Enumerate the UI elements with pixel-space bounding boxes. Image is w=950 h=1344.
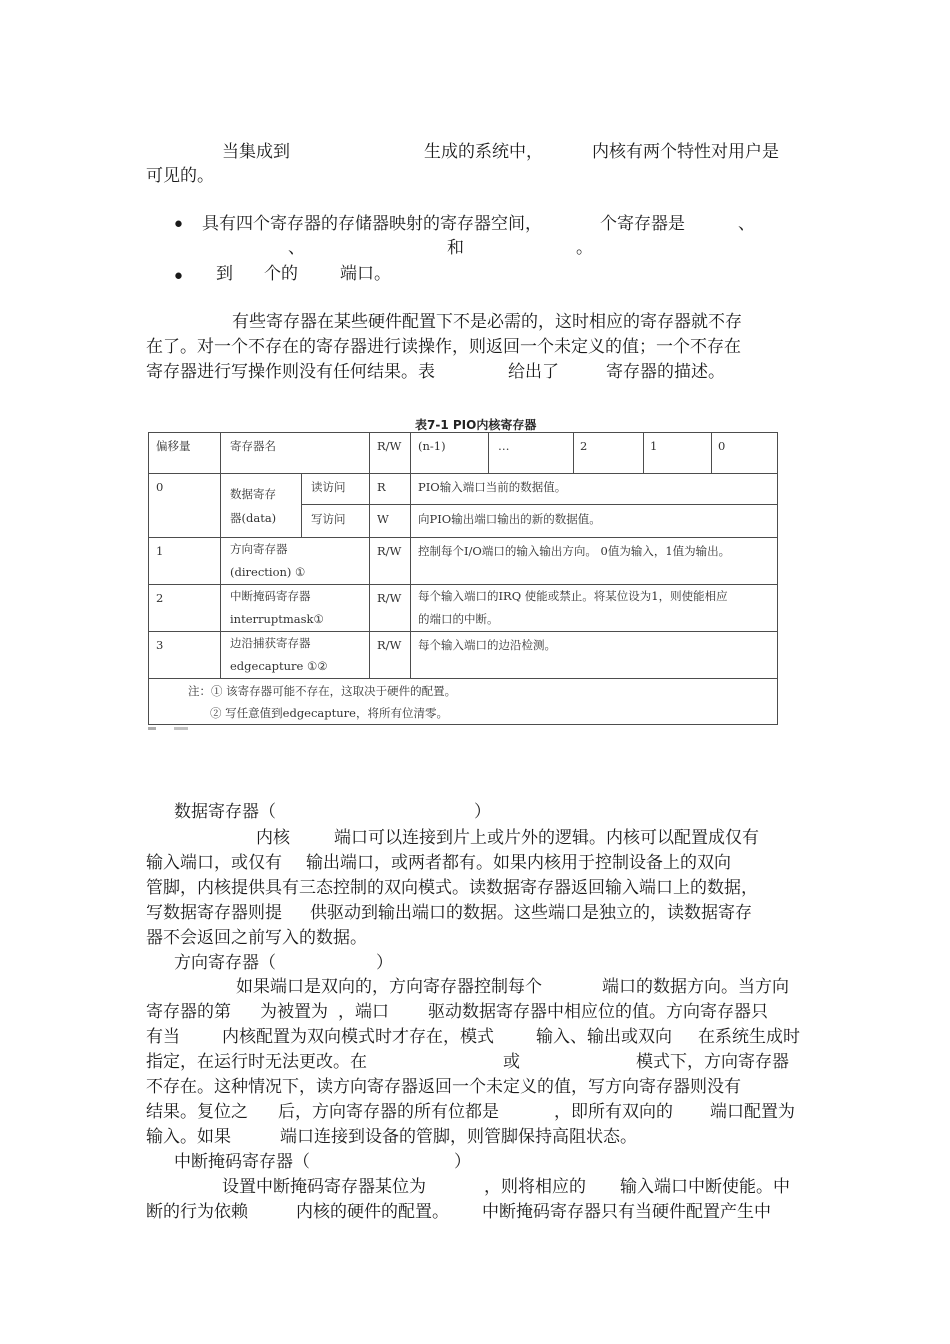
col-bit-header: 0	[718, 439, 726, 453]
cell-rw: R/W	[377, 638, 402, 652]
paragraph-text: 中断掩码寄存器只有当硬件配置产生中	[482, 1202, 771, 1222]
paragraph-text: 写数据寄存器则提	[146, 903, 282, 923]
col-rw-header: R/W	[377, 439, 402, 453]
cell-offset: 3	[156, 638, 164, 652]
cell-name: 方向寄存器	[230, 542, 288, 556]
list-item: 个的	[264, 264, 298, 284]
scan-artifact	[148, 727, 238, 730]
paragraph-text: 端口的数据方向。当方向	[602, 977, 789, 997]
col-name-header: 寄存器名	[230, 439, 276, 453]
bullet-dot: •	[172, 265, 185, 290]
cell-access: 读访问	[311, 480, 346, 494]
paragraph-text: 内核	[256, 828, 290, 848]
paragraph-text: 为被置为	[260, 1002, 328, 1022]
paragraph-text: 寄存器的第	[146, 1002, 231, 1022]
intro-text: 内核有两个特性对用户是	[592, 142, 779, 162]
cell-desc: 每个输入端口的IRQ 使能或禁止。将某位设为1，则使能相应	[418, 589, 728, 603]
paragraph-text: 断的行为依赖	[146, 1202, 248, 1222]
list-item: 到	[216, 264, 233, 284]
col-bit-header: 1	[650, 439, 658, 453]
cell-desc: 每个输入端口的边沿检测。	[418, 638, 556, 652]
list-item: 具有四个寄存器的存储器映射的寄存器空间，	[202, 214, 542, 234]
paragraph-text: 寄存器的描述。	[606, 362, 725, 382]
paragraph-text: 输入。如果	[146, 1127, 231, 1147]
cell-rw: R/W	[377, 544, 402, 558]
section-heading: ）	[376, 953, 393, 973]
cell-desc: PIO输入端口当前的数据值。	[418, 480, 567, 494]
col-offset-header: 偏移量	[156, 439, 191, 453]
cell-name: 中断掩码寄存器	[230, 589, 311, 603]
cell-offset: 1	[156, 544, 164, 558]
col-bit-header: …	[498, 439, 510, 453]
table-note: ② 写任意值到edgecapture，将所有位清零。	[210, 706, 448, 720]
cell-rw: R/W	[377, 591, 402, 605]
paragraph-text: 有些寄存器在某些硬件配置下不是必需的，这时相应的寄存器就不存	[232, 312, 742, 332]
section-heading: ）	[454, 1152, 471, 1172]
paragraph-text: 管脚，内核提供具有三态控制的双向模式。读数据寄存器返回输入端口上的数据，	[146, 878, 758, 898]
cell-name: edgecapture ①②	[230, 659, 328, 673]
section-heading: 中断掩码寄存器（	[174, 1152, 310, 1172]
paragraph-text: 模式下，方向寄存器	[636, 1052, 789, 1072]
cell-rw: R	[377, 480, 386, 494]
paragraph-text: 寄存器进行写操作则没有任何结果。表	[146, 362, 435, 382]
paragraph-text: 输入端口，或仅有	[146, 853, 282, 873]
paragraph-text: 输入端口中断使能。中	[620, 1177, 790, 1197]
paragraph-text: 供驱动到输出端口的数据。这些端口是独立的，读数据寄存	[310, 903, 752, 923]
cell-name: interruptmask①	[230, 612, 324, 626]
col-bit-header: 2	[580, 439, 588, 453]
paragraph-text: 不存在。这种情况下，读方向寄存器返回一个未定义的值，写方向寄存器则没有	[146, 1077, 741, 1097]
cell-name: (direction) ①	[230, 565, 306, 579]
list-item: 端口。	[340, 264, 391, 284]
list-item: 和	[447, 238, 464, 258]
intro-text: 可见的。	[146, 166, 214, 186]
cell-offset: 2	[156, 591, 164, 605]
col-bit-header: (n-1)	[418, 439, 446, 453]
list-item: 个寄存器是	[600, 214, 685, 234]
paragraph-text: 在了。对一个不存在的寄存器进行读操作，则返回一个未定义的值；一个不存在	[146, 337, 741, 357]
register-table	[148, 432, 778, 725]
paragraph-text: 输入、输出或双向	[536, 1027, 672, 1047]
bullet-dot: •	[172, 213, 185, 238]
paragraph-text: ，则将相应的	[484, 1177, 586, 1197]
paragraph-text: 给出了	[508, 362, 559, 382]
paragraph-text: ，端口	[338, 1002, 389, 1022]
cell-access: 写访问	[311, 512, 346, 526]
paragraph-text: 端口连接到设备的管脚，则管脚保持高阻状态。	[280, 1127, 637, 1147]
cell-rw: W	[377, 512, 389, 526]
cell-desc: 向PIO输出端口输出的新的数据值。	[418, 512, 601, 526]
intro-text: 生成的系统中，	[424, 142, 543, 162]
section-heading: ）	[474, 802, 491, 822]
paragraph-text: 有当	[146, 1027, 180, 1047]
paragraph-text: 结果。复位之	[146, 1102, 248, 1122]
paragraph-text: 指定，在运行时无法更改。在	[146, 1052, 367, 1072]
paragraph-text: 器不会返回之前写入的数据。	[146, 928, 367, 948]
paragraph-text: 端口配置为	[710, 1102, 795, 1122]
section-heading: 数据寄存器（	[174, 802, 276, 822]
cell-desc: 的端口的中断。	[418, 612, 499, 626]
paragraph-text: ，即所有双向的	[554, 1102, 673, 1122]
list-item: 、	[738, 214, 755, 234]
paragraph-text: 在系统生成时	[698, 1027, 800, 1047]
paragraph-text: 输出端口，或两者都有。如果内核用于控制设备上的双向	[306, 853, 731, 873]
list-item: 。	[576, 238, 593, 258]
intro-text: 当集成到	[222, 142, 290, 162]
cell-offset: 0	[156, 480, 164, 494]
paragraph-text: 后，方向寄存器的所有位都是	[278, 1102, 499, 1122]
paragraph-text: 端口可以连接到片上或片外的逻辑。内核可以配置成仅有	[334, 828, 759, 848]
cell-name: 数据寄存	[230, 487, 276, 501]
paragraph-text: 如果端口是双向的，方向寄存器控制每个	[236, 977, 542, 997]
paragraph-text: 内核的硬件的配置。	[296, 1202, 449, 1222]
cell-name: 器(data)	[230, 511, 277, 525]
table-note: 注：① 该寄存器可能不存在，这取决于硬件的配置。	[188, 684, 457, 698]
cell-name: 边沿捕获寄存器	[230, 636, 311, 650]
list-item: 、	[288, 238, 305, 258]
cell-desc: 控制每个I/O端口的输入输出方向。 0值为输入，1值为输出。	[418, 544, 731, 558]
paragraph-text: 设置中断掩码寄存器某位为	[222, 1177, 426, 1197]
paragraph-text: 或	[503, 1052, 520, 1072]
section-heading: 方向寄存器（	[174, 953, 276, 973]
table-caption: 表7-1 PIO内核寄存器	[415, 418, 537, 432]
paragraph-text: 内核配置为双向模式时才存在，模式	[222, 1027, 494, 1047]
paragraph-text: 驱动数据寄存器中相应位的值。方向寄存器只	[428, 1002, 768, 1022]
